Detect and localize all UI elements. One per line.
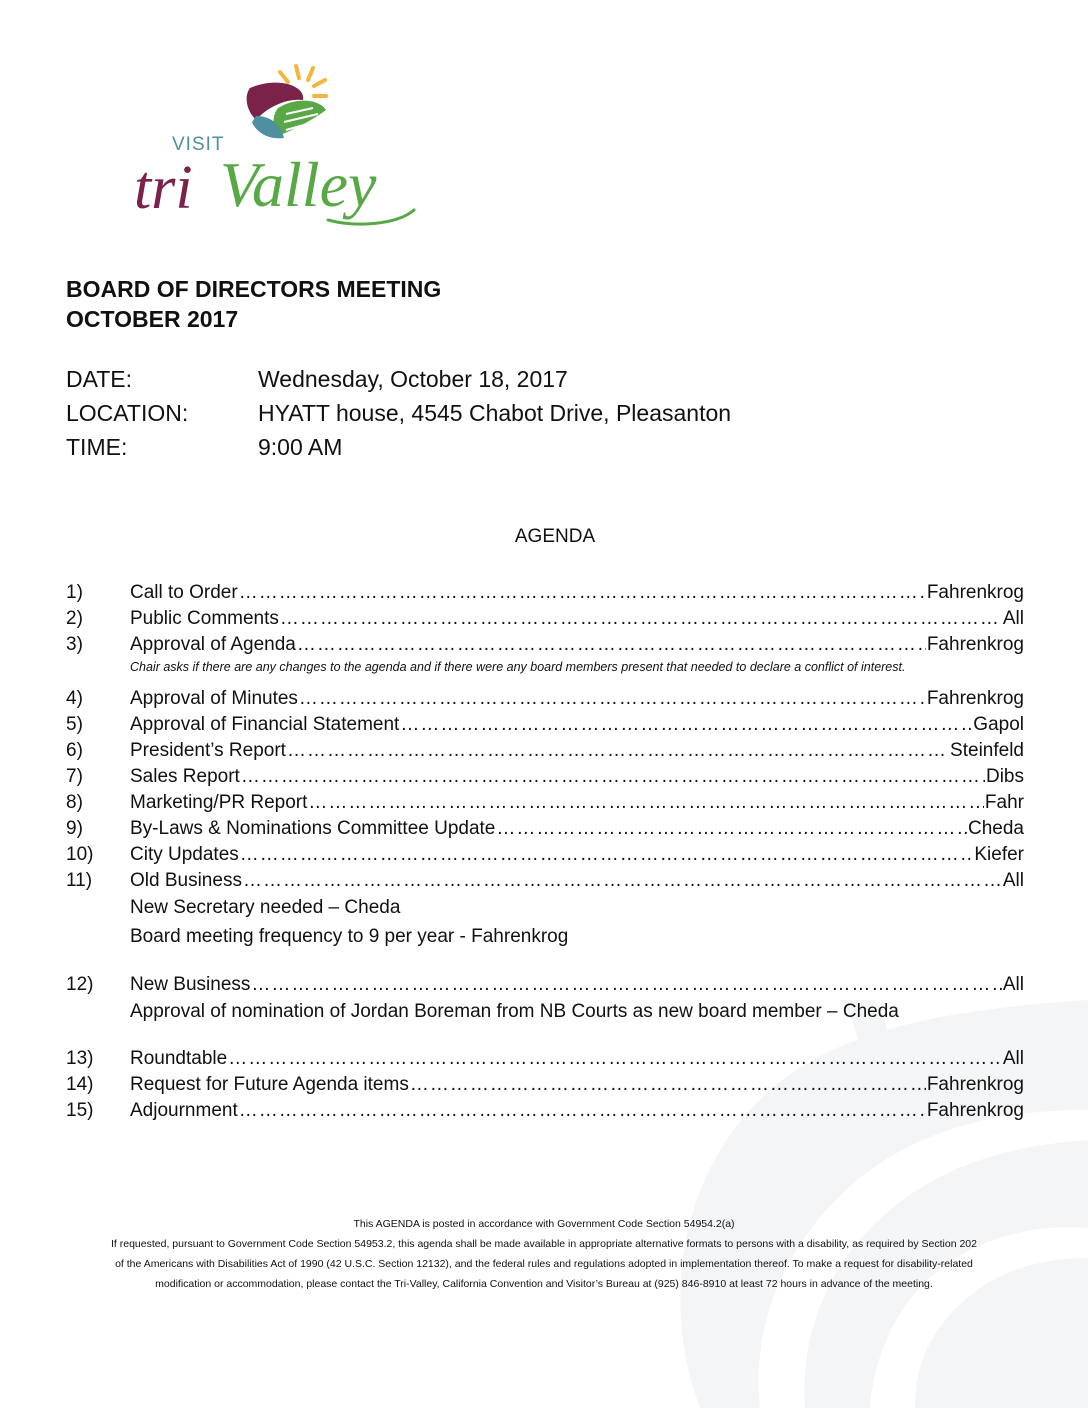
dot-leader	[299, 686, 926, 712]
footer-line: If requested, pursuant to Government Code Section 54953.2, this agenda shall be made available in appropriate alternative formats to persons with a disability, as required by Section 202	[111, 1238, 977, 1250]
item-number: 9)	[66, 818, 83, 839]
info-label: LOCATION:	[66, 400, 189, 426]
agenda-item	[66, 1046, 1024, 1072]
item-label: City Updates	[130, 844, 239, 865]
item-label: Approval of Agenda	[130, 634, 296, 655]
item-label: Request for Future Agenda items	[130, 1074, 409, 1095]
agenda-item	[66, 868, 1024, 894]
dot-leader	[280, 606, 1002, 632]
item-presenter: Fahrenkrog	[926, 1074, 1024, 1095]
item-number: 10)	[66, 844, 94, 865]
item-number: 15)	[66, 1100, 94, 1121]
legal-footer	[60, 1214, 1028, 1294]
dot-leader	[243, 868, 1002, 894]
item-number: 4)	[66, 688, 83, 709]
dot-leader	[228, 1046, 1002, 1072]
logo-valley-text: Valley	[220, 149, 377, 220]
item-presenter: All	[1002, 870, 1024, 891]
agenda-item	[66, 632, 1024, 658]
item-presenter: Fahrenkrog	[926, 582, 1024, 603]
dot-leader	[239, 1098, 926, 1124]
dot-leader	[240, 842, 974, 868]
visit-tri-valley-logo	[128, 58, 428, 238]
dot-leader	[251, 972, 1001, 998]
dot-leader	[239, 580, 926, 606]
info-row-location	[66, 396, 731, 430]
item-presenter: Steinfeld	[950, 740, 1024, 761]
info-value: HYATT house, 4545 Chabot Drive, Pleasanton	[258, 400, 732, 426]
info-value: Wednesday, October 18, 2017	[258, 366, 568, 392]
agenda-item	[66, 842, 1024, 868]
item-number: 6)	[66, 740, 83, 761]
dot-leader	[241, 764, 985, 790]
heading-line-1: BOARD OF DIRECTORS MEETING	[66, 276, 442, 302]
item-number: 11)	[66, 870, 93, 891]
agenda-item	[66, 972, 1024, 998]
item-presenter: All	[1002, 974, 1024, 995]
agenda-item	[66, 606, 1024, 632]
item-presenter: Cheda	[968, 818, 1024, 839]
agenda-item	[66, 738, 1024, 764]
dot-leader	[410, 1072, 926, 1098]
item-subitem: Board meeting frequency to 9 per year - Fahrenkrog	[130, 926, 569, 947]
item-label: New Business	[130, 974, 251, 995]
item-number: 3)	[66, 634, 83, 655]
dot-leader	[496, 816, 967, 842]
item-label: Approval of Financial Statement	[130, 714, 400, 735]
item-note: Chair asks if there are any changes to the agenda and if there were any board members present that needed to declare a conflict of interest.	[130, 660, 906, 674]
item-number: 2)	[66, 608, 83, 629]
meeting-info	[66, 362, 731, 464]
agenda-title: AGENDA	[514, 526, 596, 547]
item-number: 12)	[66, 974, 94, 995]
footer-line: modification or accommodation, please contact the Tri-Valley, California Convention and Visitor’s Bureau at (925) 846-8910 at least 72 hours in advance of the meeting.	[155, 1278, 933, 1290]
info-row-date	[66, 362, 731, 396]
item-subitem: Approval of nomination of Jordan Boreman from NB Courts as new board member – Cheda	[130, 1001, 899, 1022]
item-presenter: Fahrenkrog	[926, 1100, 1024, 1121]
agenda-item	[66, 790, 1024, 816]
item-label: Call to Order	[130, 582, 238, 603]
item-label: Adjournment	[130, 1100, 238, 1121]
info-value: 9:00 AM	[258, 434, 343, 460]
item-presenter: Fahrenkrog	[926, 634, 1024, 655]
item-number: 5)	[66, 714, 83, 735]
item-number: 14)	[66, 1074, 94, 1095]
item-label: Public Comments	[130, 608, 279, 629]
agenda-item	[66, 1072, 1024, 1098]
item-label: President’s Report	[130, 740, 286, 761]
item-presenter: Dibs	[985, 766, 1024, 787]
item-number: 1)	[66, 582, 83, 603]
agenda-item	[66, 580, 1024, 606]
item-label: Sales Report	[130, 766, 240, 787]
info-row-time	[66, 430, 731, 464]
info-label: DATE:	[66, 366, 133, 392]
item-label: Old Business	[130, 870, 242, 891]
item-label: Approval of Minutes	[130, 688, 298, 709]
logo-visit-text: VISIT	[172, 134, 225, 155]
info-label: TIME:	[66, 434, 128, 460]
agenda-item	[66, 686, 1024, 712]
item-presenter: Gapol	[973, 714, 1024, 735]
item-subitem: New Secretary needed – Cheda	[130, 897, 401, 918]
dot-leader	[400, 712, 972, 738]
agenda-item	[66, 1098, 1024, 1124]
agenda-list	[66, 580, 1024, 1124]
footer-line: of the Americans with Disabilities Act of 1990 (42 U.S.C. Section 12132), and the federal rules and regulations adopted in implementation thereof. To make a request for disability-related	[115, 1258, 973, 1270]
item-label: By-Laws & Nominations Committee Update	[130, 818, 496, 839]
dot-leader	[297, 632, 926, 658]
item-presenter: Fahrenkrog	[926, 688, 1024, 709]
agenda-item	[66, 712, 1024, 738]
agenda-item	[66, 764, 1024, 790]
item-presenter: All	[1002, 1048, 1024, 1069]
heading-line-2: OCTOBER 2017	[66, 306, 239, 332]
meeting-heading	[66, 274, 441, 334]
item-presenter: Fahr	[984, 792, 1024, 813]
item-presenter: Kiefer	[974, 844, 1024, 865]
footer-line: This AGENDA is posted in accordance with Government Code Section 54954.2(a)	[353, 1218, 735, 1230]
item-number: 7)	[66, 766, 83, 787]
item-label: Marketing/PR Report	[130, 792, 308, 813]
item-number: 13)	[66, 1048, 94, 1069]
agenda-item	[66, 816, 1024, 842]
item-presenter: All	[1002, 608, 1024, 629]
logo-tri-text: tri	[134, 154, 193, 222]
item-label: Roundtable	[130, 1048, 228, 1069]
dot-leader	[308, 790, 984, 816]
item-number: 8)	[66, 792, 83, 813]
dot-leader	[287, 738, 949, 764]
